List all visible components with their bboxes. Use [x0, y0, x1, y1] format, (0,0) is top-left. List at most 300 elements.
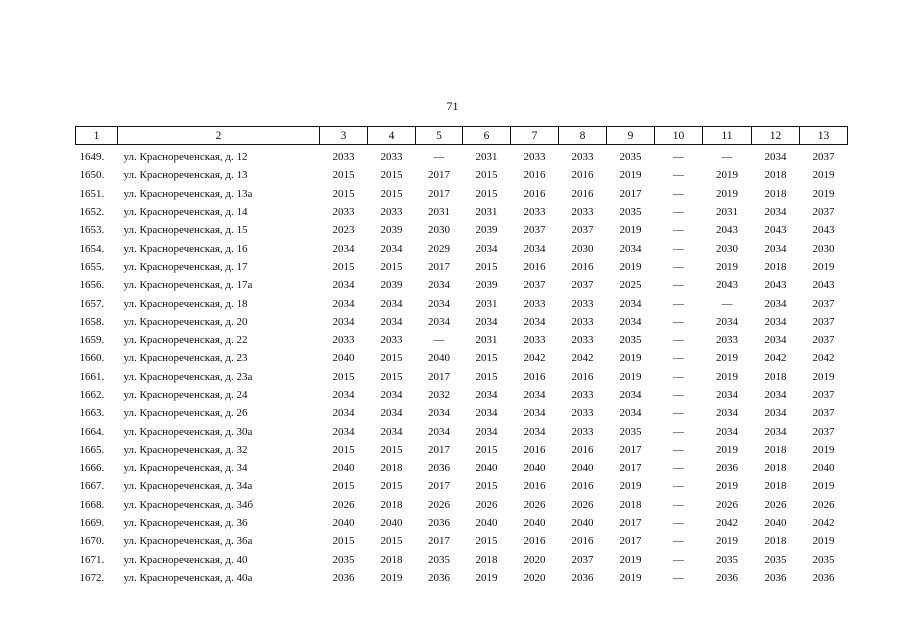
table-cell: 2017 — [428, 535, 450, 548]
table-cell: 2040 — [332, 352, 355, 365]
table-cell: 2019 — [812, 169, 835, 182]
table-cell: 2019 — [380, 571, 403, 584]
table-cell: 2037 — [812, 206, 835, 219]
row-number: 1651. — [79, 187, 105, 200]
row-address: ул. Краснореченская, д. 23 — [123, 352, 248, 365]
table-cell: 2015 — [475, 480, 498, 493]
table-cell: — — [433, 334, 445, 347]
table-cell: 2036 — [428, 517, 450, 530]
table-cell: 2015 — [332, 535, 355, 548]
row-number: 1659. — [79, 334, 105, 347]
table-cell: 2034 — [716, 315, 738, 328]
table-cell: 2034 — [475, 425, 498, 438]
table-cell: 2015 — [332, 370, 355, 383]
header-row — [76, 127, 848, 145]
table-cell: 2040 — [380, 517, 403, 530]
table-cell: — — [673, 187, 684, 200]
table-row — [76, 313, 848, 331]
row-address: ул. Краснореченская, д. 40а — [123, 571, 253, 584]
table-cell: 2037 — [571, 553, 594, 566]
table-cell: 2019 — [619, 553, 642, 566]
table-cell: 2040 — [428, 352, 450, 365]
table-cell: 2031 — [475, 206, 498, 219]
row-address: ул. Краснореченская, д. 32 — [123, 443, 248, 456]
table-cell: — — [673, 462, 684, 475]
row-address: ул. Краснореченская, д. 17а — [123, 279, 253, 292]
table-cell: 2034 — [475, 315, 498, 328]
table-cell: 2019 — [716, 370, 738, 383]
table-cell: 2036 — [716, 462, 738, 475]
data-table — [75, 126, 848, 587]
table-cell: — — [673, 260, 684, 273]
table-cell: 2025 — [619, 279, 642, 292]
table-cell: 2034 — [619, 242, 642, 255]
table-cell: 2037 — [812, 297, 835, 310]
table-row — [76, 166, 848, 184]
table-cell: 2034 — [764, 315, 787, 328]
table-cell: 2040 — [332, 517, 355, 530]
table-cell: 2035 — [619, 206, 642, 219]
table-cell: 2019 — [619, 169, 642, 182]
column-header-3: 3 — [320, 127, 368, 145]
table-cell: 2037 — [523, 279, 546, 292]
table-cell: 2033 — [716, 334, 738, 347]
table-cell: 2034 — [380, 407, 403, 420]
table-cell: 2034 — [332, 297, 355, 310]
table-cell: 2016 — [571, 260, 594, 273]
table-cell: 2018 — [764, 462, 787, 475]
table-cell: 2042 — [523, 352, 546, 365]
table-cell: 2042 — [716, 517, 738, 530]
table-cell: 2034 — [764, 389, 787, 401]
table-cell: 2040 — [812, 462, 835, 475]
table-cell: 2034 — [764, 407, 787, 420]
table-cell: 2016 — [523, 370, 546, 383]
table-cell: 2017 — [428, 187, 450, 200]
row-number: 1672. — [79, 571, 105, 584]
table-cell: — — [673, 425, 684, 438]
row-address: ул. Краснореченская, д. 23а — [123, 370, 253, 383]
table-cell: 2018 — [764, 443, 787, 456]
table-cell: 2034 — [764, 297, 787, 310]
row-address: ул. Краснореченская, д. 20 — [123, 315, 248, 328]
table-cell: 2016 — [571, 480, 594, 493]
table-cell: 2034 — [380, 389, 403, 401]
table-cell: — — [673, 224, 684, 237]
table-cell: 2036 — [716, 571, 738, 584]
table-cell: 2019 — [475, 571, 498, 584]
table-cell: — — [673, 334, 684, 347]
row-number: 1652. — [79, 206, 105, 219]
table-cell: 2035 — [764, 553, 787, 566]
table-cell: 2040 — [475, 462, 498, 475]
table-cell: 2043 — [716, 224, 738, 237]
table-cell: 2015 — [475, 443, 498, 456]
table-cell: 2034 — [380, 297, 403, 310]
column-header-10: 10 — [655, 127, 703, 145]
column-header-4: 4 — [368, 127, 416, 145]
table-cell: — — [673, 352, 684, 365]
table-cell: 2017 — [619, 517, 642, 530]
table-cell: 2017 — [428, 169, 450, 182]
table-cell: 2015 — [332, 480, 355, 493]
table-cell: 2017 — [619, 462, 642, 475]
table-cell: 2018 — [764, 535, 787, 548]
table-cell: 2018 — [764, 370, 787, 383]
table-row — [76, 294, 848, 312]
table-cell: — — [673, 169, 684, 182]
table-cell: 2034 — [332, 407, 355, 420]
table-cell: 2015 — [380, 169, 403, 182]
row-number: 1666. — [79, 462, 105, 475]
table-cell: 2033 — [332, 334, 355, 347]
table-cell: 2016 — [523, 443, 546, 456]
table-row — [76, 221, 848, 239]
row-address: ул. Краснореченская, д. 18 — [123, 297, 248, 310]
table-cell: 2042 — [812, 517, 835, 530]
table-cell: 2026 — [332, 498, 355, 511]
table-cell: 2034 — [619, 297, 642, 310]
row-address: ул. Краснореченская, д. 34 — [123, 462, 248, 475]
table-cell: 2033 — [380, 206, 403, 219]
table-cell: 2034 — [380, 242, 403, 255]
column-header-7: 7 — [511, 127, 559, 145]
row-number: 1649. — [79, 151, 105, 164]
table-cell: 2031 — [475, 151, 498, 164]
row-number: 1658. — [79, 315, 105, 328]
table-cell: 2040 — [523, 517, 546, 530]
table-cell: 2034 — [523, 407, 546, 420]
table-cell: 2017 — [428, 260, 450, 273]
table-cell: 2042 — [812, 352, 835, 365]
row-number: 1667. — [79, 480, 105, 493]
table-cell: 2019 — [716, 443, 738, 456]
table-cell: 2016 — [523, 260, 546, 273]
table-cell: 2031 — [475, 334, 498, 347]
row-number: 1654. — [79, 242, 105, 255]
table-cell: 2039 — [475, 279, 498, 292]
table-cell: 2036 — [571, 571, 594, 584]
table-cell: 2034 — [332, 242, 355, 255]
table-cell: — — [673, 443, 684, 456]
table-cell: 2033 — [523, 297, 546, 310]
table-cell: 2015 — [332, 187, 355, 200]
row-address: ул. Краснореченская, д. 34а — [123, 480, 253, 493]
table-cell: 2030 — [571, 242, 594, 255]
table-cell: 2034 — [716, 407, 738, 420]
column-header-5: 5 — [416, 127, 463, 145]
table-cell: 2033 — [571, 407, 594, 420]
row-number: 1668. — [79, 498, 105, 511]
table-cell: — — [673, 407, 684, 420]
table-cell: 2015 — [380, 260, 403, 273]
table-cell: 2033 — [571, 297, 594, 310]
table-row — [76, 459, 848, 477]
table-cell: 2018 — [764, 260, 787, 273]
row-number: 1663. — [79, 407, 105, 420]
table-cell: 2015 — [332, 260, 355, 273]
row-address: ул. Краснореченская, д. 36а — [123, 535, 253, 548]
column-header-8: 8 — [559, 127, 607, 145]
row-number: 1665. — [79, 443, 105, 456]
table-row — [76, 441, 848, 459]
table-cell: 2018 — [764, 480, 787, 493]
table-row — [76, 349, 848, 367]
table-cell: 2040 — [523, 462, 546, 475]
table-cell: 2033 — [571, 334, 594, 347]
table-cell: 2031 — [716, 206, 738, 219]
table-cell: 2034 — [619, 315, 642, 328]
table-row — [76, 532, 848, 550]
table-body — [76, 145, 848, 588]
table-cell: — — [721, 151, 733, 164]
table-cell: 2034 — [428, 315, 450, 328]
table-cell: 2037 — [812, 425, 835, 438]
table-cell: 2034 — [332, 315, 355, 328]
table-cell: 2026 — [475, 498, 498, 511]
table-cell: 2043 — [764, 224, 787, 237]
table-cell: 2018 — [475, 553, 498, 566]
table-cell: 2015 — [332, 169, 355, 182]
table-cell: — — [673, 242, 684, 255]
table-cell: 2015 — [380, 370, 403, 383]
table-cell: 2015 — [475, 260, 498, 273]
table-cell: — — [673, 279, 684, 292]
row-address: ул. Краснореченская, д. 12 — [123, 151, 248, 164]
table-cell: 2019 — [619, 370, 642, 383]
table-cell: 2017 — [619, 443, 642, 456]
row-address: ул. Краснореченская, д. 30а — [123, 425, 253, 438]
table-cell: 2034 — [428, 297, 450, 310]
table-row — [76, 145, 848, 167]
table-cell: 2034 — [380, 425, 403, 438]
table-row — [76, 239, 848, 257]
table-cell: 2030 — [428, 224, 450, 237]
table-cell: 2040 — [332, 462, 355, 475]
table-cell: 2034 — [428, 279, 450, 292]
table-cell: 2040 — [571, 462, 594, 475]
table-cell: 2033 — [571, 425, 594, 438]
table-cell: — — [673, 151, 684, 164]
row-address: ул. Краснореченская, д. 13а — [123, 187, 253, 200]
table-cell: 2033 — [523, 151, 546, 164]
table-cell: 2018 — [380, 462, 403, 475]
table-cell: 2034 — [764, 206, 787, 219]
table-cell: 2034 — [380, 315, 403, 328]
row-number: 1662. — [79, 389, 105, 401]
table-cell: — — [673, 553, 684, 566]
table-row — [76, 368, 848, 386]
table-cell: 2042 — [571, 352, 594, 365]
table-cell: 2023 — [332, 224, 355, 237]
table-cell: 2026 — [428, 498, 450, 511]
table-cell: 2015 — [475, 169, 498, 182]
table-cell: 2037 — [523, 224, 546, 237]
table-cell: 2035 — [619, 425, 642, 438]
table-cell: 2034 — [475, 407, 498, 420]
table-cell: 2034 — [764, 242, 787, 255]
table-cell: 2019 — [716, 187, 738, 200]
table-cell: 2037 — [812, 389, 835, 401]
table-cell: 2019 — [812, 443, 835, 456]
table-cell: 2020 — [523, 571, 546, 584]
table-cell: 2034 — [716, 425, 738, 438]
table-cell: 2034 — [475, 242, 498, 255]
table-cell: 2019 — [716, 260, 738, 273]
table-row — [76, 496, 848, 514]
table-row — [76, 276, 848, 294]
column-header-12: 12 — [752, 127, 800, 145]
table-cell: 2019 — [812, 187, 835, 200]
table-cell: 2040 — [571, 517, 594, 530]
row-number: 1656. — [79, 279, 105, 292]
table-cell: 2015 — [380, 443, 403, 456]
table-cell: 2018 — [380, 498, 403, 511]
table-cell: 2016 — [523, 187, 546, 200]
table-cell: 2020 — [523, 553, 546, 566]
table-cell: — — [673, 370, 684, 383]
table-cell: 2019 — [812, 370, 835, 383]
table-cell: 2039 — [475, 224, 498, 237]
table-cell: 2034 — [764, 151, 787, 164]
table-cell: 2034 — [332, 279, 355, 292]
table-cell: 2035 — [812, 553, 835, 566]
table-cell: 2037 — [812, 315, 835, 328]
table-cell: 2033 — [571, 389, 594, 401]
table-cell: 2034 — [523, 425, 546, 438]
table-cell: 2016 — [523, 169, 546, 182]
table-cell: 2019 — [619, 260, 642, 273]
table-row — [76, 203, 848, 221]
table-cell: 2034 — [764, 334, 787, 347]
row-number: 1653. — [79, 224, 105, 237]
table-cell: 2033 — [380, 151, 403, 164]
table-cell: 2018 — [619, 498, 642, 511]
table-cell: 2034 — [619, 389, 642, 401]
table-cell: — — [673, 480, 684, 493]
table-cell: 2043 — [764, 279, 787, 292]
table-cell: 2018 — [764, 169, 787, 182]
table-cell: 2035 — [332, 553, 355, 566]
row-number: 1657. — [79, 297, 105, 310]
table-cell: 2037 — [812, 407, 835, 420]
table-cell: — — [673, 297, 684, 310]
row-address: ул. Краснореченская, д. 14 — [123, 206, 248, 219]
table-cell: 2018 — [380, 553, 403, 566]
row-number: 1669. — [79, 517, 105, 530]
row-address: ул. Краснореченская, д. 13 — [123, 169, 248, 182]
table-cell: 2039 — [380, 279, 403, 292]
table-cell: 2015 — [475, 352, 498, 365]
row-address: ул. Краснореченская, д. 36 — [123, 517, 248, 530]
table-cell: 2017 — [619, 187, 642, 200]
table-cell: 2029 — [428, 242, 450, 255]
table-cell: 2034 — [475, 389, 498, 401]
table-cell: — — [673, 498, 684, 511]
table-cell: 2039 — [380, 224, 403, 237]
table-cell: 2019 — [619, 480, 642, 493]
row-number: 1664. — [79, 425, 105, 438]
column-header-9: 9 — [607, 127, 655, 145]
table-cell: — — [673, 571, 684, 584]
table-cell: 2036 — [428, 571, 450, 584]
table-cell: 2033 — [380, 334, 403, 347]
table-cell: 2026 — [571, 498, 594, 511]
table-cell: 2019 — [619, 571, 642, 584]
row-number: 1655. — [79, 260, 105, 273]
table-cell: 2035 — [716, 553, 738, 566]
table-cell: 2016 — [571, 443, 594, 456]
table-cell: 2033 — [571, 206, 594, 219]
table-cell: 2026 — [716, 498, 738, 511]
table-cell: 2043 — [716, 279, 738, 292]
table-cell: 2017 — [619, 535, 642, 548]
table-cell: — — [673, 315, 684, 328]
table-cell: 2034 — [523, 389, 546, 401]
table-cell: 2034 — [332, 425, 355, 438]
table-row — [76, 258, 848, 276]
table-cell: 2015 — [380, 352, 403, 365]
table-cell: 2018 — [764, 187, 787, 200]
table-cell: 2017 — [428, 480, 450, 493]
row-address: ул. Краснореченская, д. 22 — [123, 334, 248, 347]
table-cell: 2036 — [764, 571, 787, 584]
table-cell: 2042 — [764, 352, 787, 365]
table-cell: 2015 — [380, 480, 403, 493]
row-address: ул. Краснореченская, д. 15 — [123, 224, 248, 237]
table-cell: 2015 — [332, 443, 355, 456]
table-cell: 2026 — [812, 498, 835, 511]
table-cell: 2019 — [716, 480, 738, 493]
table-cell: 2043 — [812, 279, 835, 292]
table-cell: 2035 — [428, 553, 450, 566]
table-cell: 2026 — [764, 498, 787, 511]
table-row — [76, 551, 848, 569]
table-cell: 2019 — [812, 535, 835, 548]
row-address: ул. Краснореченская, д. 16 — [123, 242, 248, 255]
table-cell: 2016 — [523, 480, 546, 493]
table-cell: 2019 — [716, 535, 738, 548]
row-number: 1670. — [79, 535, 105, 548]
table-cell: 2026 — [523, 498, 546, 511]
table-cell: 2019 — [716, 352, 738, 365]
table-row — [76, 422, 848, 440]
table-cell: 2037 — [812, 334, 835, 347]
table-cell: 2034 — [332, 389, 355, 401]
table-cell: 2031 — [428, 206, 450, 219]
table-cell: — — [721, 297, 733, 310]
table-cell: — — [673, 206, 684, 219]
row-address: ул. Краснореченская, д. 34б — [123, 498, 254, 511]
row-address: ул. Краснореченская, д. 26 — [123, 407, 248, 420]
table-cell: 2033 — [571, 315, 594, 328]
table-cell: 2033 — [332, 151, 355, 164]
table-row — [76, 185, 848, 203]
table-cell: 2016 — [571, 169, 594, 182]
table-cell: 2036 — [812, 571, 835, 584]
row-address: ул. Краснореченская, д. 40 — [123, 553, 248, 566]
table-row — [76, 386, 848, 404]
table-cell: 2034 — [428, 407, 450, 420]
row-address: ул. Краснореченская, д. 17 — [123, 260, 248, 273]
table-cell: 2037 — [812, 151, 835, 164]
table-cell: — — [433, 151, 445, 164]
column-header-2: 2 — [118, 127, 320, 145]
table-cell: 2034 — [764, 425, 787, 438]
row-number: 1671. — [79, 553, 105, 566]
row-number: 1661. — [79, 370, 105, 383]
table-cell: 2019 — [619, 224, 642, 237]
